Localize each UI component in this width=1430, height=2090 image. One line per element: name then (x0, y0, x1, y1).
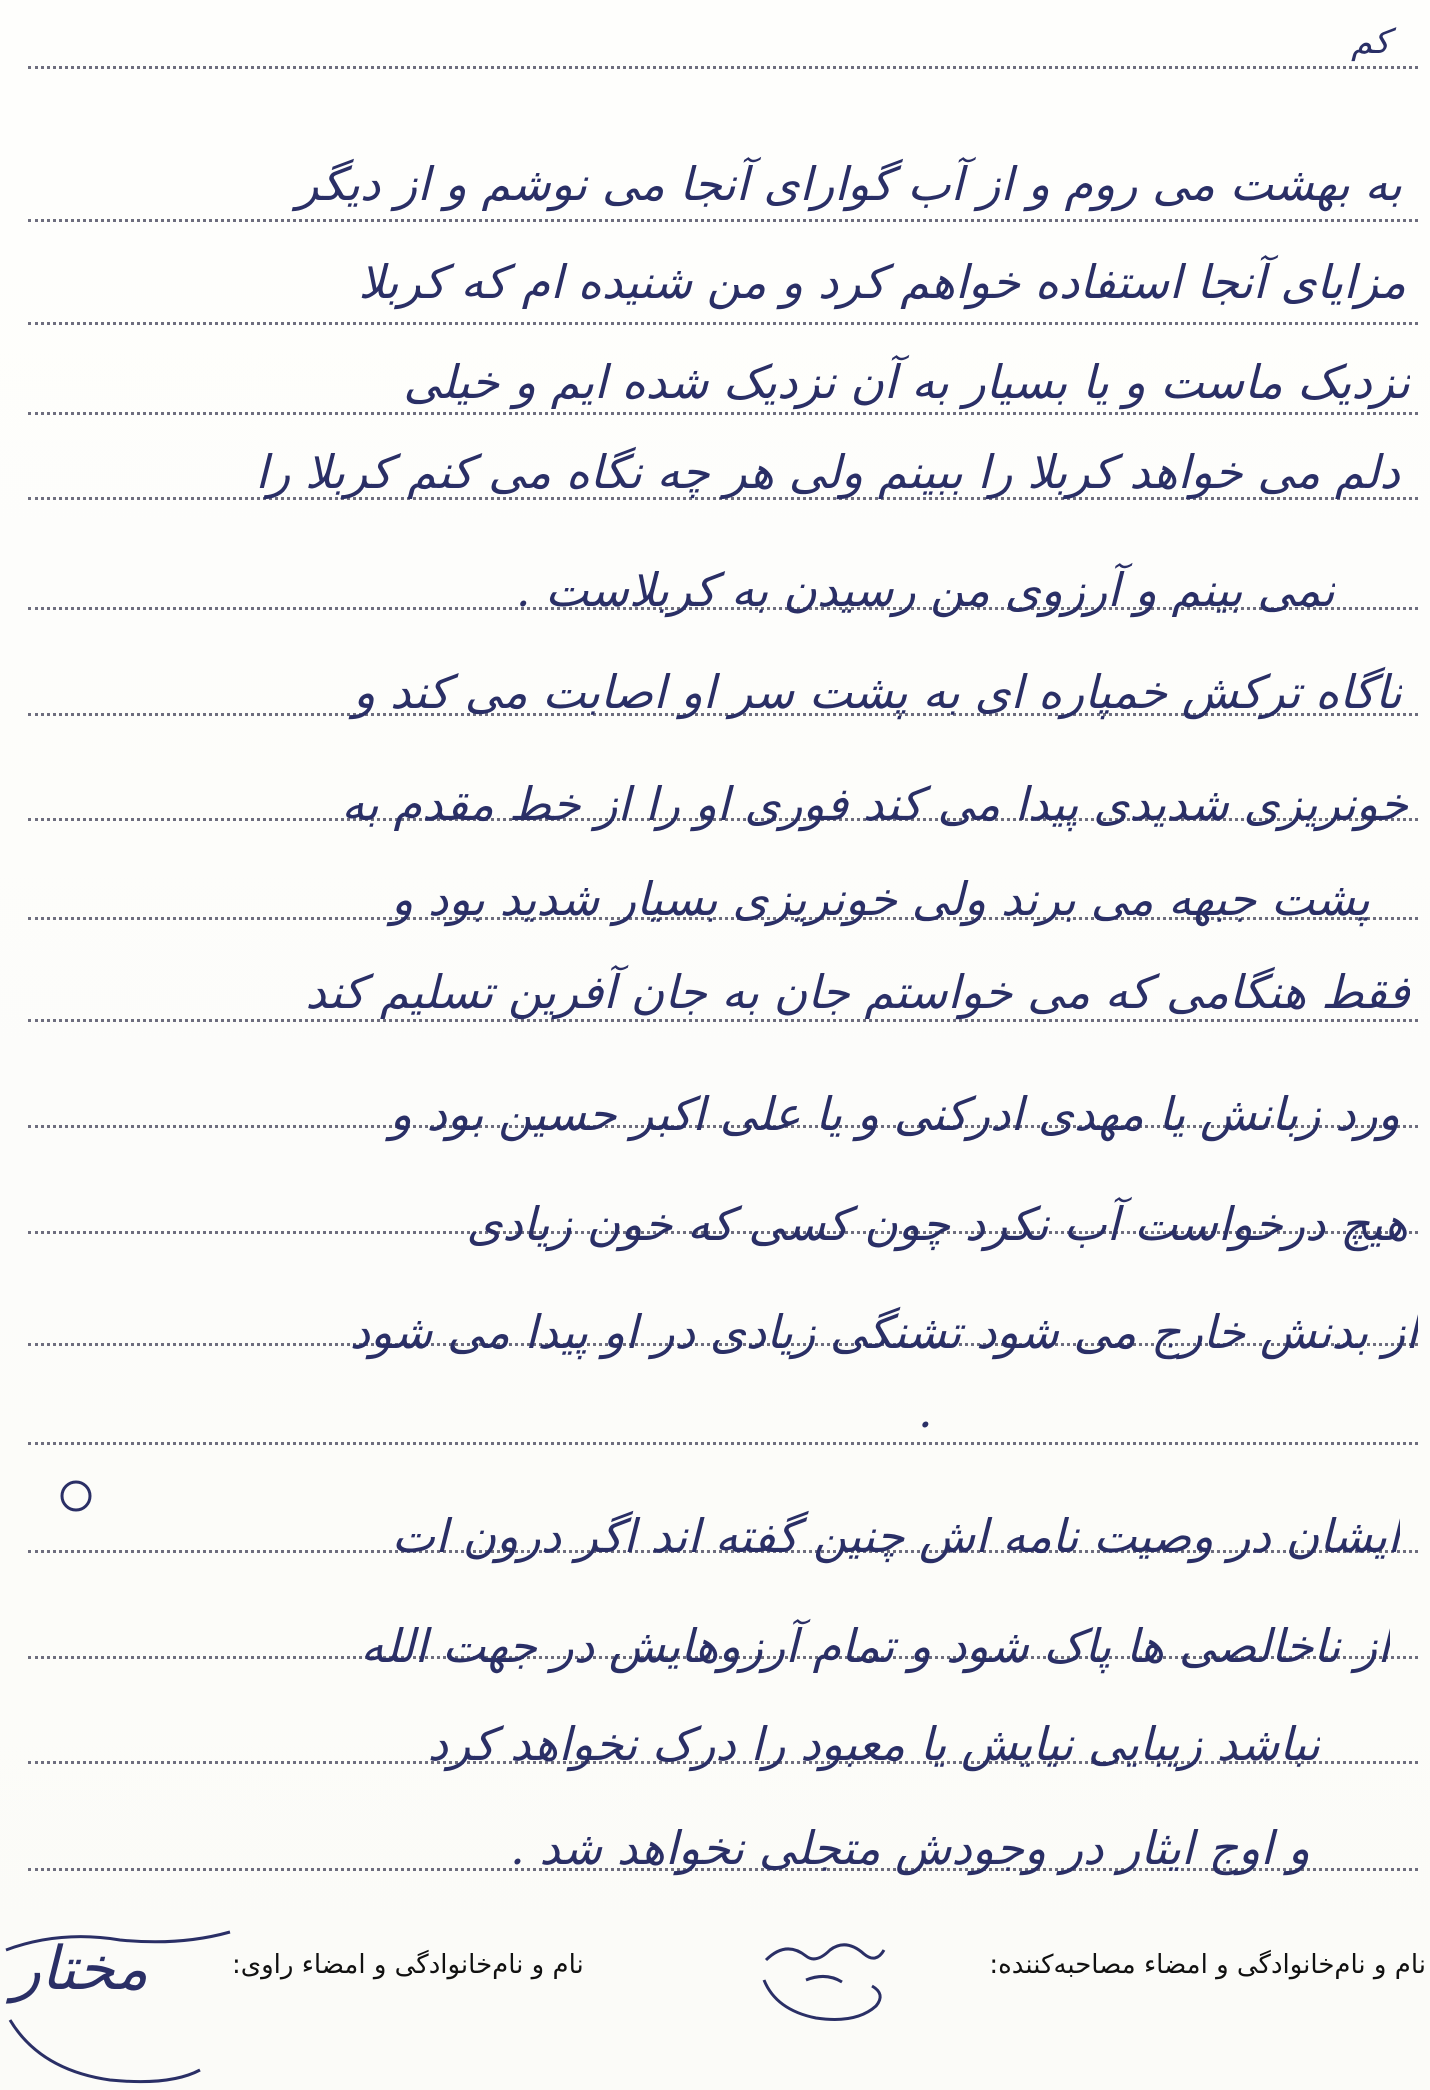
handwritten-line-14: از ناخالصی ها پاک شود و تمام آرزوهایش در جهت الله (360, 1619, 1390, 1673)
ruled-line (28, 1442, 1418, 1445)
stray-dot: . (918, 1384, 933, 1438)
handwritten-line-12: از بدنش خارج می شود تشنگی زیادی در او پیدا می شود (349, 1305, 1418, 1359)
ruled-line (28, 66, 1418, 69)
handwritten-line-9: فقط هنگامی که می خواستم جان به جان آفرین تسلیم کند (305, 965, 1410, 1019)
handwritten-line-5: نمی بینم و آرزوی من رسیدن به کربلاست . (515, 563, 1335, 617)
narrator-signature-label: نام و نام‌خانوادگی و امضاء راوی: (232, 1950, 584, 1980)
handwritten-line-7: خونریزی شدیدی پیدا می کند فوری او را از خط مقدم به (341, 777, 1408, 831)
handwritten-line-16: و اوج ایثار در وجودش متجلی نخواهد شد . (510, 1821, 1310, 1875)
handwritten-line-15: نباشد زیبایی نیایش یا معبود را درک نخواهد کرد (427, 1717, 1320, 1771)
margin-circle (56, 1476, 96, 1516)
handwritten-line-10: ورد زبانش یا مهدی ادرکنی و یا علی اکبر حسین بود و (389, 1087, 1400, 1141)
narrator-signature-stroke (0, 1920, 240, 2090)
page-mark: کم (1351, 22, 1390, 62)
handwritten-line-2: مزایای آنجا استفاده خواهم کرد و من شنیده ام که کربلا (358, 255, 1406, 309)
handwritten-line-8: پشت جبهه می برند ولی خونریزی بسیار شدید بود و (391, 872, 1370, 926)
handwritten-line-13: ایشان در وصیت نامه اش چنین گفته اند اگر درون ات (391, 1509, 1400, 1563)
handwritten-line-6: ناگاه ترکش خمپاره ای به پشت سر او اصابت می کند و (353, 665, 1402, 719)
ruled-line (28, 219, 1418, 222)
handwritten-line-11: هیچ درخواست آب نکرد چون کسی که خون زیادی (466, 1197, 1408, 1251)
narrator-signature: مختار (12, 1934, 149, 2004)
interviewer-signature (746, 1920, 896, 2030)
interviewer-signature-label: نام و نام‌خانوادگی و امضاء مصاحبه‌کننده: (989, 1950, 1426, 1980)
handwritten-line-1: به بهشت می روم و از آب گوارای آنجا می نوشم و از دیگر (296, 157, 1402, 211)
ruled-line (28, 322, 1418, 325)
handwritten-line-3: نزدیک ماست و یا بسیار به آن نزدیک شده ایم و خیلی (403, 355, 1410, 409)
handwritten-line-4: دلم می خواهد کربلا را ببینم ولی هر چه نگاه می کنم کربلا را (255, 445, 1400, 499)
